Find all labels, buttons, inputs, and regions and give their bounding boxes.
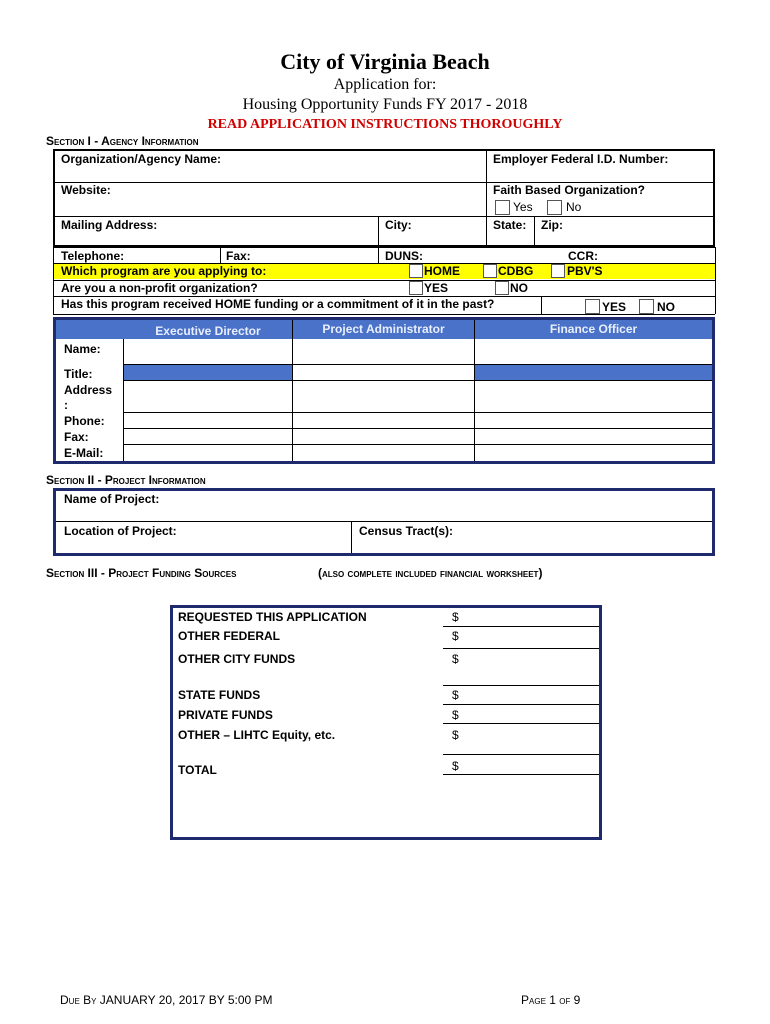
section1-heading: Section I - Agency Information	[46, 134, 199, 148]
state-label: State:	[493, 218, 527, 232]
faith-yes-label: Yes	[513, 200, 533, 214]
section2-heading: Section II - Project Information	[46, 473, 206, 487]
faith-no-label: No	[566, 200, 582, 214]
nonprofit-no-checkbox[interactable]	[495, 281, 509, 295]
faith-based-label: Faith Based Organization?	[493, 183, 646, 197]
ein-label: Employer Federal I.D. Number:	[493, 152, 669, 166]
contact-row-address-colon: :	[64, 398, 68, 412]
funding-other-federal-currency: $	[452, 629, 459, 643]
funding-state-label: STATE FUNDS	[178, 688, 261, 702]
title-row-shade-right	[475, 365, 712, 380]
section3-note: (also complete included financial worksheet)	[318, 566, 543, 580]
title-row-shade-left	[124, 365, 292, 380]
contact-row-fax: Fax:	[64, 430, 89, 444]
home-option-label: HOME	[424, 264, 460, 278]
page-subtitle: Application for:	[333, 76, 437, 93]
duns-label: DUNS:	[385, 249, 423, 263]
instructions-notice: READ APPLICATION INSTRUCTIONS THOROUGHLY	[207, 117, 563, 132]
city-label: City:	[385, 218, 412, 232]
footer-due-date: Due By JANUARY 20, 2017 BY 5:00 PM	[60, 993, 273, 1007]
contacts-col-project-administrator: Project Administrator	[322, 322, 445, 336]
org-name-label: Organization/Agency Name:	[61, 152, 222, 166]
website-label: Website:	[61, 183, 111, 197]
program-question: Which program are you applying to:	[61, 264, 267, 278]
cdbg-option-label: CDBG	[498, 264, 534, 278]
funding-requested-label: REQUESTED THIS APPLICATION	[178, 610, 367, 624]
telephone-label: Telephone:	[61, 249, 125, 263]
contact-row-phone: Phone:	[64, 414, 105, 428]
home-funding-yes-checkbox[interactable]	[585, 299, 600, 314]
funding-other-lihtc-currency: $	[452, 728, 459, 742]
project-name-label: Name of Project:	[64, 492, 160, 506]
funding-requested-currency: $	[452, 610, 459, 624]
mailing-address-label: Mailing Address:	[61, 218, 158, 232]
fax-label: Fax:	[226, 249, 251, 263]
ccr-label: CCR:	[568, 249, 598, 263]
project-location-label: Location of Project:	[64, 524, 177, 538]
census-tract-label: Census Tract(s):	[359, 524, 454, 538]
contacts-table	[53, 317, 715, 464]
funding-state-currency: $	[452, 688, 459, 702]
home-funding-no-label: NO	[657, 300, 675, 314]
faith-no-checkbox[interactable]	[547, 200, 562, 215]
nonprofit-no-label: NO	[510, 281, 528, 295]
home-funding-question: Has this program received HOME funding or a commitment of it in the past?	[61, 297, 495, 311]
home-funding-no-checkbox[interactable]	[639, 299, 654, 314]
zip-label: Zip:	[541, 218, 563, 232]
section3-heading: Section III - Project Funding Sources	[46, 566, 237, 580]
funding-other-lihtc-label: OTHER – LIHTC Equity, etc.	[178, 728, 336, 742]
cdbg-checkbox[interactable]	[483, 264, 497, 278]
home-funding-yes-label: YES	[602, 300, 627, 314]
funding-total-label: TOTAL	[178, 763, 217, 777]
faith-yes-checkbox[interactable]	[495, 200, 510, 215]
funding-private-label: PRIVATE FUNDS	[178, 708, 273, 722]
contact-row-name: Name:	[64, 342, 101, 356]
pbv-checkbox[interactable]	[551, 264, 565, 278]
funding-other-city-label: OTHER CITY FUNDS	[178, 652, 296, 666]
contact-row-address: Address	[64, 383, 113, 397]
contacts-col-finance-officer: Finance Officer	[549, 322, 638, 336]
page-title: City of Virginia Beach	[280, 49, 490, 74]
page-subtitle-program: Housing Opportunity Funds FY 2017 - 2018	[242, 96, 528, 113]
nonprofit-yes-checkbox[interactable]	[409, 281, 423, 295]
pbv-option-label: PBV'S	[567, 264, 603, 278]
funding-other-federal-label: OTHER FEDERAL	[178, 629, 280, 643]
funding-total-currency: $	[452, 759, 459, 773]
funding-other-city-currency: $	[452, 652, 459, 666]
nonprofit-question: Are you a non-profit organization?	[61, 281, 258, 295]
home-checkbox[interactable]	[409, 264, 423, 278]
nonprofit-yes-label: YES	[424, 281, 449, 295]
funding-private-currency: $	[452, 708, 459, 722]
contact-row-title: Title:	[64, 367, 93, 381]
contacts-col-executive-director: Executive Director	[155, 324, 261, 338]
contact-row-email: E-Mail:	[64, 446, 104, 460]
footer-page-number: Page 1 of 9	[521, 993, 581, 1007]
